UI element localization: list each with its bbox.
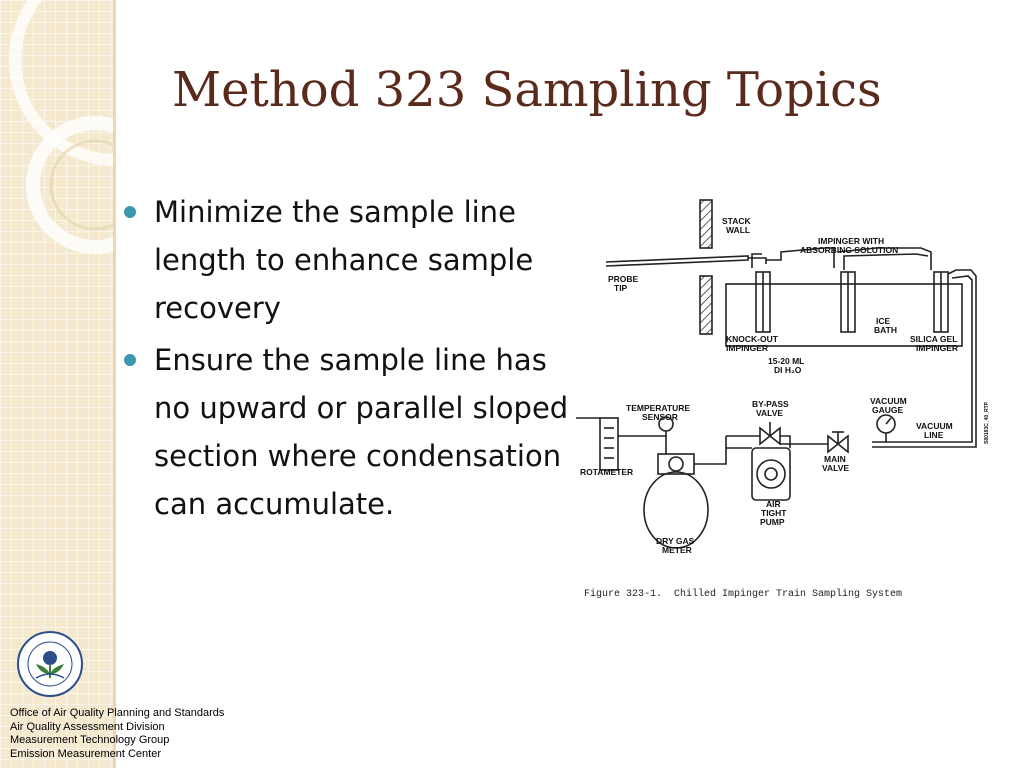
bullet-list <box>122 188 592 532</box>
bullet-dot-icon <box>124 354 136 366</box>
footer-line: Measurement Technology Group <box>10 734 170 746</box>
footer-line: Emission Measurement Center <box>10 747 162 760</box>
label-probe-tip-1: PROBE <box>608 274 639 284</box>
bullet-text: Ensure the sample line has no upward or parallel sloped section where condensation can accumulate. <box>154 343 569 521</box>
label-ice-bath-1: ICE <box>876 316 891 326</box>
slide-title: Method 323 Sampling Topics <box>172 62 882 118</box>
footer-org-lines <box>10 707 224 761</box>
label-vacuum-gauge-2: GAUGE <box>872 405 904 415</box>
label-temp-sensor-1: TEMPERATURE <box>626 403 691 413</box>
label-side-code: S80183C_40_RTP <box>984 402 990 444</box>
sidebar-divider <box>113 0 116 768</box>
impinger-train-diagram <box>576 192 996 607</box>
bullet-item <box>122 336 592 528</box>
bullet-item <box>122 188 592 332</box>
label-knock-out-1: KNOCK-OUT <box>726 334 778 344</box>
label-dry-gas-2: METER <box>662 545 692 555</box>
label-vacuum-line-2: LINE <box>924 430 944 440</box>
label-impinger-with-1: IMPINGER WITH <box>818 236 885 246</box>
label-probe-tip-2: TIP <box>614 283 628 293</box>
label-ice-bath-2: BATH <box>874 325 897 335</box>
label-bypass-2: VALVE <box>756 408 784 418</box>
label-ml-1: 15-20 ML <box>768 356 805 366</box>
label-pump-2: TIGHT <box>761 508 787 518</box>
label-main-valve-2: VALVE <box>822 463 850 473</box>
label-silica-gel-2: IMPINGER <box>916 343 959 353</box>
bullet-text: Minimize the sample line length to enhance sample recovery <box>154 195 534 325</box>
label-ml-2: DI H₂O <box>774 365 802 375</box>
label-impinger-with-2: ABSORBING SOLUTION <box>800 245 899 255</box>
epa-seal-logo <box>16 630 84 698</box>
footer-line: Office of Air Quality Planning and Standards <box>10 707 225 719</box>
label-pump-3: PUMP <box>760 517 785 527</box>
label-temp-sensor-2: SENSOR <box>642 412 678 422</box>
label-rotameter: ROTAMETER <box>580 467 634 477</box>
figure-caption: Figure 323-1. Chilled Impinger Train Sampling System <box>584 589 903 600</box>
label-main-valve-1: MAIN <box>824 454 846 464</box>
label-pump-1: AIR <box>766 499 781 509</box>
label-knock-out-2: IMPINGER <box>726 343 769 353</box>
label-vacuum-line-1: VACUUM <box>916 421 953 431</box>
label-dry-gas-1: DRY GAS <box>656 536 695 546</box>
label-vacuum-gauge-1: VACUUM <box>870 396 907 406</box>
label-stack-wall-1: STACK <box>722 216 751 226</box>
label-bypass-1: BY-PASS <box>752 399 789 409</box>
label-silica-gel-1: SILICA GEL <box>910 334 958 344</box>
label-stack-wall-2: WALL <box>726 225 751 235</box>
bullet-dot-icon <box>124 206 136 218</box>
footer-line: Air Quality Assessment Division <box>10 720 165 733</box>
